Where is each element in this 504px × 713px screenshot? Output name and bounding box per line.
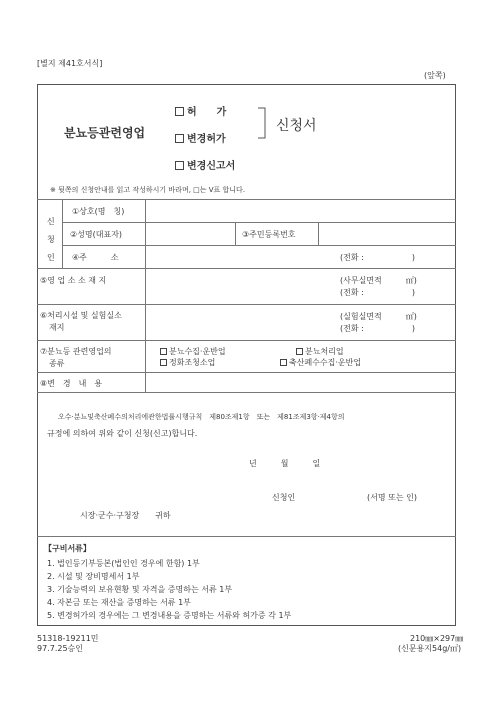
col-rule xyxy=(235,222,236,245)
list-item: 5. 변경허가의 경우에는 그 변경내용을 증명하는 서류와 허가증 각 1부 xyxy=(47,611,292,620)
trade-name-label: ①상호(명 칭) xyxy=(72,207,125,216)
form-code: 51318-19211민 xyxy=(37,634,99,643)
list-item: 1. 법인등기부등본(법인인 경우에 한함) 1부 xyxy=(47,559,200,568)
option-livestock-wastewater[interactable]: 축산폐수수집·운반업 xyxy=(280,357,361,368)
title-option-change-permit[interactable]: 변경허가 xyxy=(175,130,226,145)
list-item: 4. 자본금 또는 재산을 증명하는 서류 1부 xyxy=(47,598,191,607)
option-septic-cleaning[interactable]: 정화조청소업 xyxy=(160,357,215,368)
checkbox-change-report[interactable] xyxy=(175,161,184,170)
form-title-main: 분뇨등관련영업 xyxy=(64,126,146,140)
trade-name-field[interactable] xyxy=(147,201,454,221)
facility-location-label: ⑥처리시설 및 실험실소 xyxy=(40,311,122,320)
title-option-change-report[interactable]: 변경신고서 xyxy=(175,157,235,172)
facility-location-label-cont: 재지 xyxy=(49,323,65,332)
list-item: 3. 기술능력의 보유현황 및 자격을 증명하는 서류 1부 xyxy=(47,585,233,594)
row-rule xyxy=(37,392,456,393)
signature-label: (서명 또는 인) xyxy=(367,493,417,502)
row-rule xyxy=(62,245,456,246)
facility-phone: (전화 : ) xyxy=(340,324,415,333)
col-rule xyxy=(318,222,319,245)
form-title-suffix: 신청서 xyxy=(276,118,317,134)
representative-name-label: ②성명(대표자) xyxy=(70,230,123,239)
declaration-line-1: 오수·분뇨및축산폐수의처리에관한법률시행규칙 제80조제1항 또는 제81조제3항·제4항의 xyxy=(58,413,345,421)
row-rule xyxy=(62,222,456,223)
change-content-field[interactable] xyxy=(147,374,454,390)
application-date: 년 월 일 xyxy=(249,459,321,468)
change-content-label: ⑧변 경 내 용 xyxy=(40,379,103,388)
paper-type: (신문용지54g/㎡) xyxy=(398,644,462,653)
address-phone: (전화 : ) xyxy=(340,253,415,262)
row-rule xyxy=(37,304,456,305)
documents-rule xyxy=(37,536,456,537)
required-documents-heading: 【구비서류】 xyxy=(44,544,91,553)
checkbox-night-soil-treatment[interactable] xyxy=(296,348,303,355)
business-location-label: ⑤영 업 소 소 재 지 xyxy=(40,276,107,285)
row-rule xyxy=(37,268,456,269)
option-night-soil-collection[interactable]: 분뇨수집·운반업 xyxy=(160,346,226,357)
business-phone: (전화 : ) xyxy=(340,288,415,297)
required-documents-list xyxy=(47,557,291,622)
approval-date: 97.7.25승인 xyxy=(37,644,83,653)
checkbox-change-permit[interactable] xyxy=(175,134,184,143)
office-area: (사무실면적 ㎡) xyxy=(340,276,417,285)
row-rule xyxy=(37,372,456,373)
lab-area: (실험실면적 ㎡) xyxy=(340,312,417,321)
checkbox-permit[interactable] xyxy=(175,107,184,116)
resident-number-field[interactable] xyxy=(320,224,454,244)
address-label: ④주 소 xyxy=(72,253,119,262)
instruction-notice: ※ 뒷쪽의 신청안내를 읽고 작성하시기 바라며, □는 V표 합니다. xyxy=(50,186,246,194)
declaration-line-2: 규정에 의하여 위와 같이 신청(신고)합니다. xyxy=(47,429,198,438)
row-rule xyxy=(37,340,456,341)
representative-name-field[interactable] xyxy=(147,224,233,244)
title-option-permit[interactable]: 허 가 xyxy=(175,103,226,118)
col-rule xyxy=(62,199,63,268)
recipient-label: 시장·군수·구청장 귀하 xyxy=(80,511,171,520)
checkbox-livestock-wastewater[interactable] xyxy=(280,359,287,366)
business-type-label: ⑦분뇨등 관련영업의 xyxy=(40,347,112,356)
form-number: [별지 제41호서식] xyxy=(37,59,103,68)
paper-size: 210㎜×297㎜ xyxy=(410,634,464,643)
resident-number-label: ③주민등록번호 xyxy=(242,230,296,239)
col-rule xyxy=(145,268,146,392)
page-side-label: (앞쪽) xyxy=(424,71,446,80)
applicant-label: 신청인 xyxy=(272,493,296,502)
list-item: 2. 시설 및 장비명세서 1부 xyxy=(47,572,140,581)
checkbox-septic-cleaning[interactable] xyxy=(160,359,167,366)
col-rule xyxy=(145,199,146,268)
applicant-section-label: 신 청 인 xyxy=(47,217,55,262)
title-bracket xyxy=(256,106,270,140)
business-type-label-cont: 종류 xyxy=(49,359,65,368)
option-night-soil-treatment[interactable]: 분뇨처리업 xyxy=(296,346,344,357)
checkbox-night-soil-collection[interactable] xyxy=(160,348,167,355)
table-top-rule xyxy=(37,199,456,200)
